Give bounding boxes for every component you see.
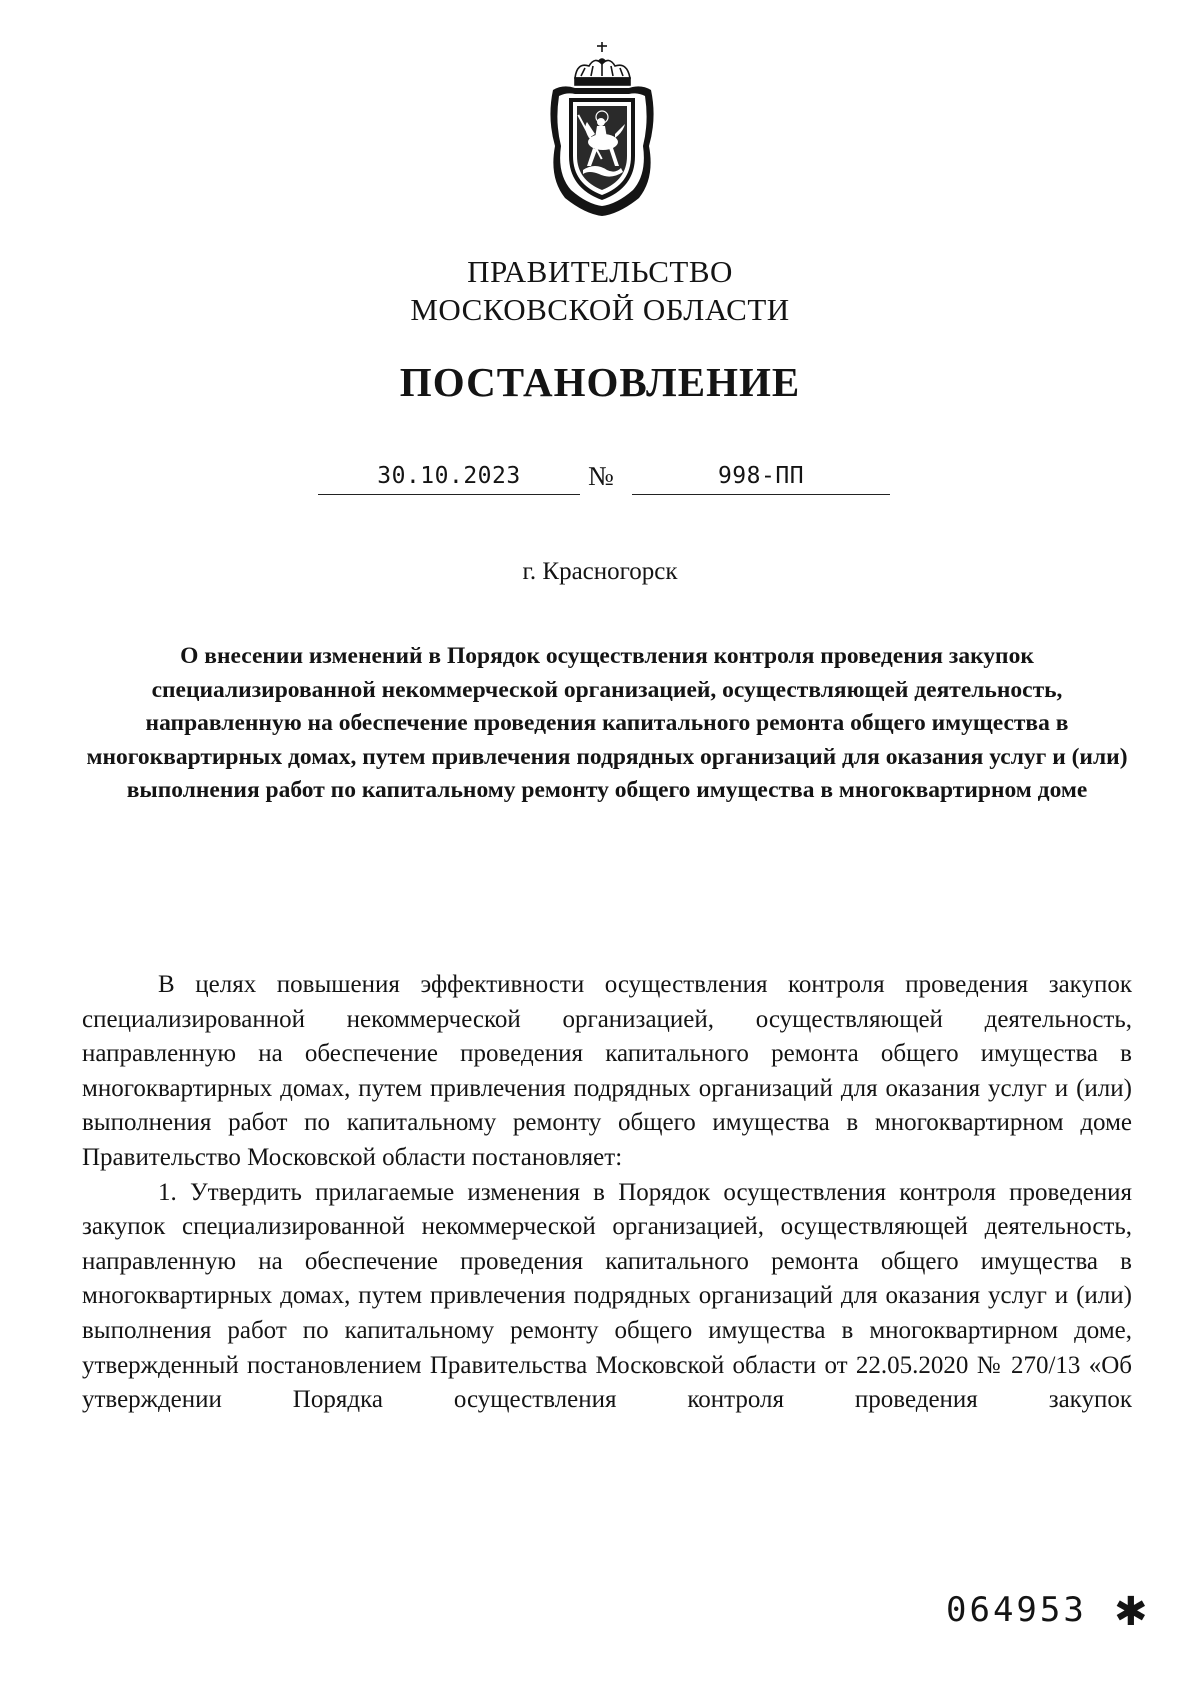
government-name-line-1: ПРАВИТЕЛЬСТВО	[467, 254, 733, 289]
coat-of-arms-icon	[545, 38, 660, 218]
document-type-heading: ПОСТАНОВЛЕНИЕ	[399, 359, 801, 405]
city-line: г. Красногорск	[522, 558, 678, 585]
document-number-field: 998-ПП	[632, 458, 890, 495]
preamble-paragraph: В целях повышения эффективности осуществления контроля проведения закупок специализированной некоммерческой организацией, осуществляющей деятельность, направленную на обеспечение проведения капитального ремонта общего имущества в многоквартирных домах, путем привлечения подрядных организаций для оказания услуг и (или) выполнения работ по капитальному ремонту общего имущества в многоквартирном доме Правительство Московской области постановляет:	[82, 971, 1132, 1171]
document-body	[82, 968, 1132, 1418]
government-name-line-2: МОСКОВСКОЙ ОБЛАСТИ	[410, 292, 790, 327]
number-sign-label: №	[588, 461, 614, 491]
item-1-paragraph: 1. Утвердить прилагаемые изменения в Порядок осуществления контроля проведения закупок специализированной некоммерческой организацией, осуществляющей деятельность, направленную на обеспечение проведения капитального ремонта общего имущества в многоквартирных домах, путем привлечения подрядных организаций для оказания услуг и (или) выполнения работ по капитальному ремонту общего имущества в многоквартирном доме, утвержденный постановлением Правительства Московской области от 22.05.2020 № 270/13 «Об утверждении Порядка осуществления контроля проведения закупок	[82, 1178, 1132, 1414]
serial-asterisk-mark: ✱	[1114, 1589, 1148, 1635]
serial-number: 064953	[946, 1590, 1087, 1630]
document-date-field: 30.10.2023	[318, 458, 580, 495]
document-title: О внесении изменений в Порядок осуществления контроля проведения закупок специализированной некоммерческой организацией, осуществляющей деятельность, направленную на обеспечение проведения капитального ремонта общего имущества в многоквартирных домах, путем привлечения подрядных организаций для оказания услуг и (или) выполнения работ по капитальному ремонту общего имущества в многоквартирном доме	[86, 643, 1128, 803]
